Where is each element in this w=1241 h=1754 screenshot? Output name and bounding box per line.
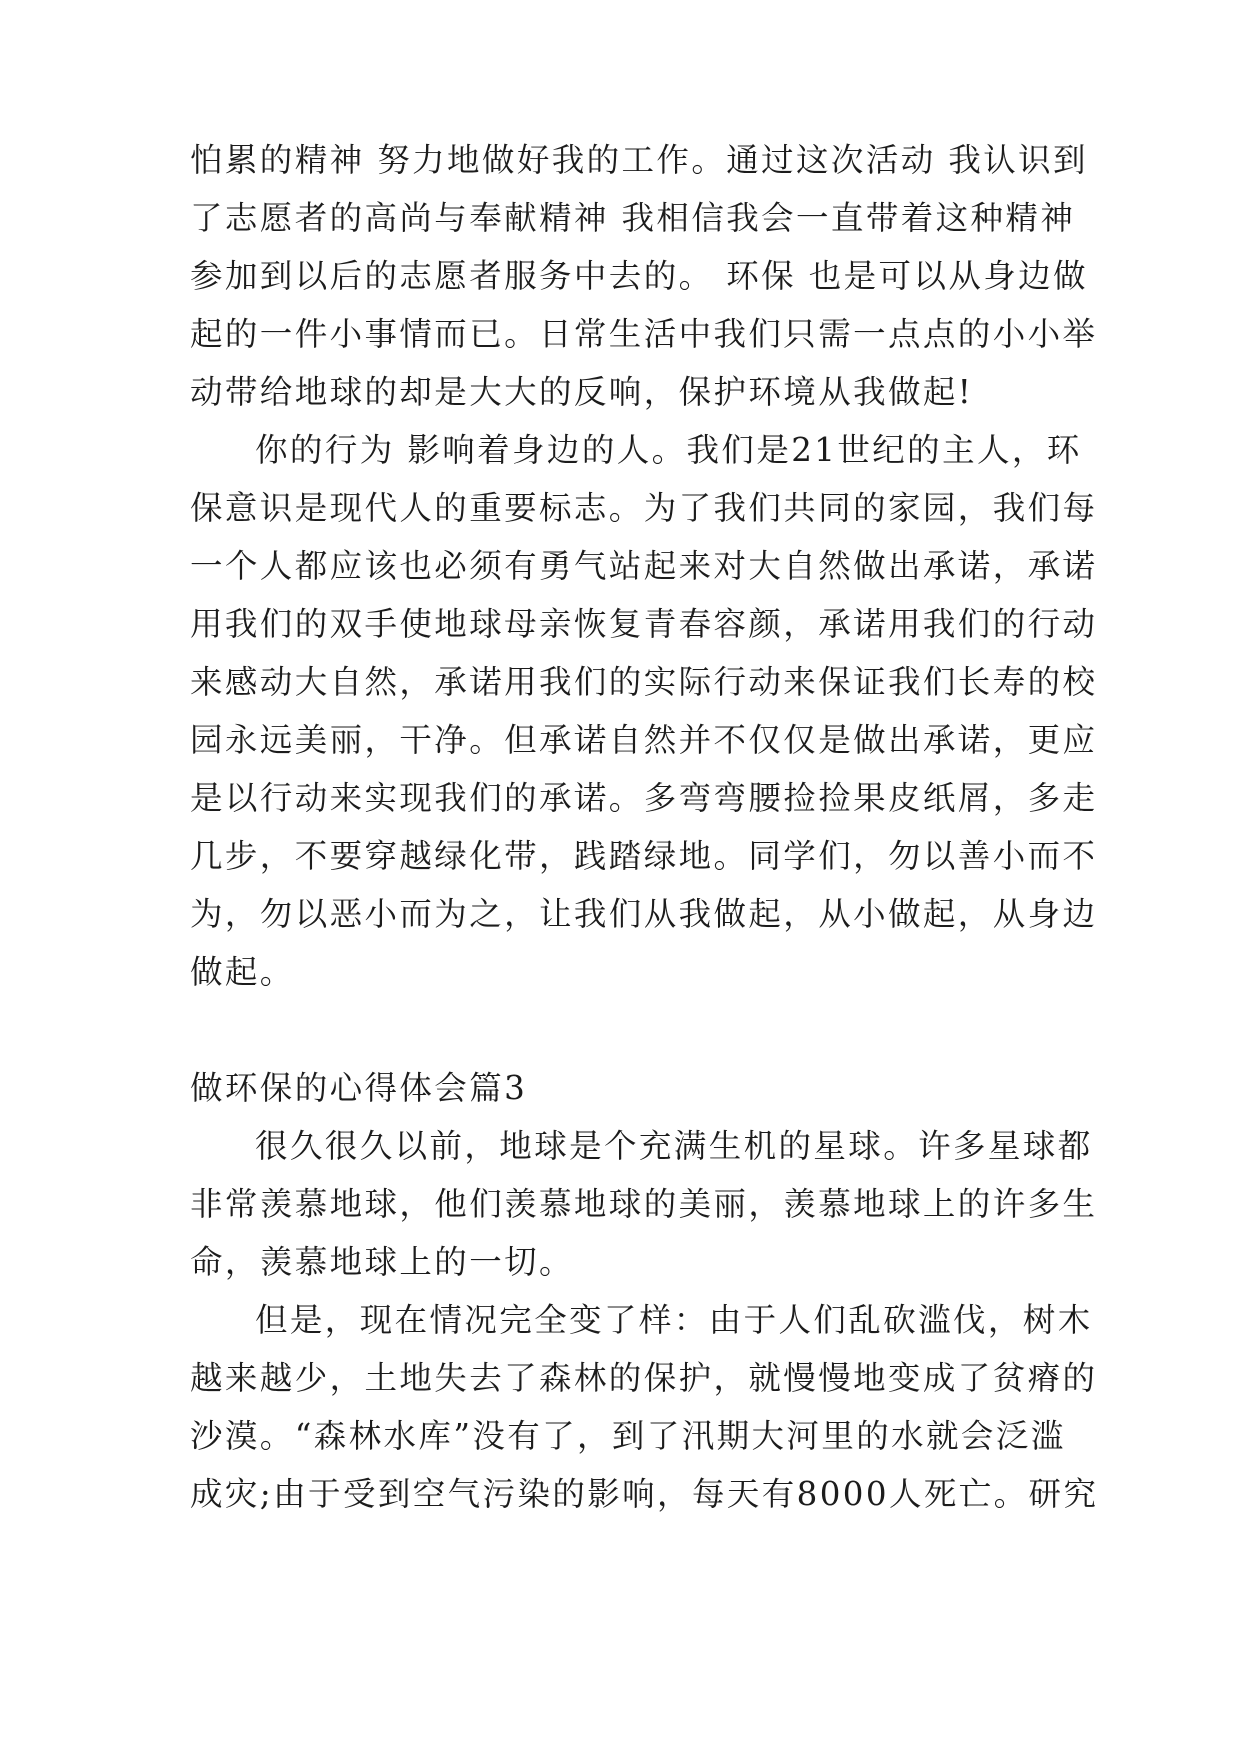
text-line: 命，羡慕地球上的一切。 (190, 1243, 574, 1281)
text-line: 园永远美丽，干净。但承诺自然并不仅仅是做出承诺，更应 (190, 721, 1098, 759)
text-line: 沙漠。“森林水库”没有了，到了汛期大河里的水就会泛滥 (190, 1417, 1066, 1455)
text-line: 起的一件小事情而已。日常生活中我们只需一点点的小小举 (190, 315, 1098, 353)
section-heading: 做环保的心得体会篇3 (190, 1069, 528, 1107)
text-line: 很久很久以前，地球是个充满生机的星球。许多星球都 (255, 1127, 1093, 1165)
text-line: 是以行动来实现我们的承诺。多弯弯腰捡捡果皮纸屑，多走 (190, 779, 1098, 817)
text-line: 用我们的双手使地球母亲恢复青春容颜，承诺用我们的行动 (190, 605, 1098, 643)
text-line: 来感动大自然，承诺用我们的实际行动来保证我们长寿的校 (190, 663, 1098, 701)
text-line: 了志愿者的高尚与奉献精神 我相信我会一直带着这种精神 (190, 199, 1076, 237)
text-line: 非常羡慕地球，他们羡慕地球的美丽，羡慕地球上的许多生 (190, 1185, 1098, 1223)
text-line: 参加到以后的志愿者服务中去的。 环保 也是可以从身边做 (190, 257, 1088, 295)
text-line: 为，勿以恶小而为之，让我们从我做起，从小做起，从身边 (190, 895, 1098, 933)
text-line: 但是，现在情况完全变了样：由于人们乱砍滥伐，树木 (255, 1301, 1093, 1339)
text-line: 做起。 (190, 953, 295, 991)
text-line: 怕累的精神 努力地做好我的工作。通过这次活动 我认识到 (190, 141, 1088, 179)
text-line: 保意识是现代人的重要标志。为了我们共同的家园，我们每 (190, 489, 1098, 527)
text-line: 成灾;由于受到空气污染的影响，每天有8000人死亡。研究 (190, 1475, 1099, 1513)
text-line: 一个人都应该也必须有勇气站起来对大自然做出承诺，承诺 (190, 547, 1098, 585)
text-line: 你的行为 影响着身边的人。我们是21世纪的主人，环 (255, 431, 1082, 469)
text-line: 动带给地球的却是大大的反响，保护环境从我做起! (190, 373, 974, 411)
text-line: 越来越少，土地失去了森林的保护，就慢慢地变成了贫瘠的 (190, 1359, 1098, 1397)
text-line: 几步，不要穿越绿化带，践踏绿地。同学们，勿以善小而不 (190, 837, 1098, 875)
